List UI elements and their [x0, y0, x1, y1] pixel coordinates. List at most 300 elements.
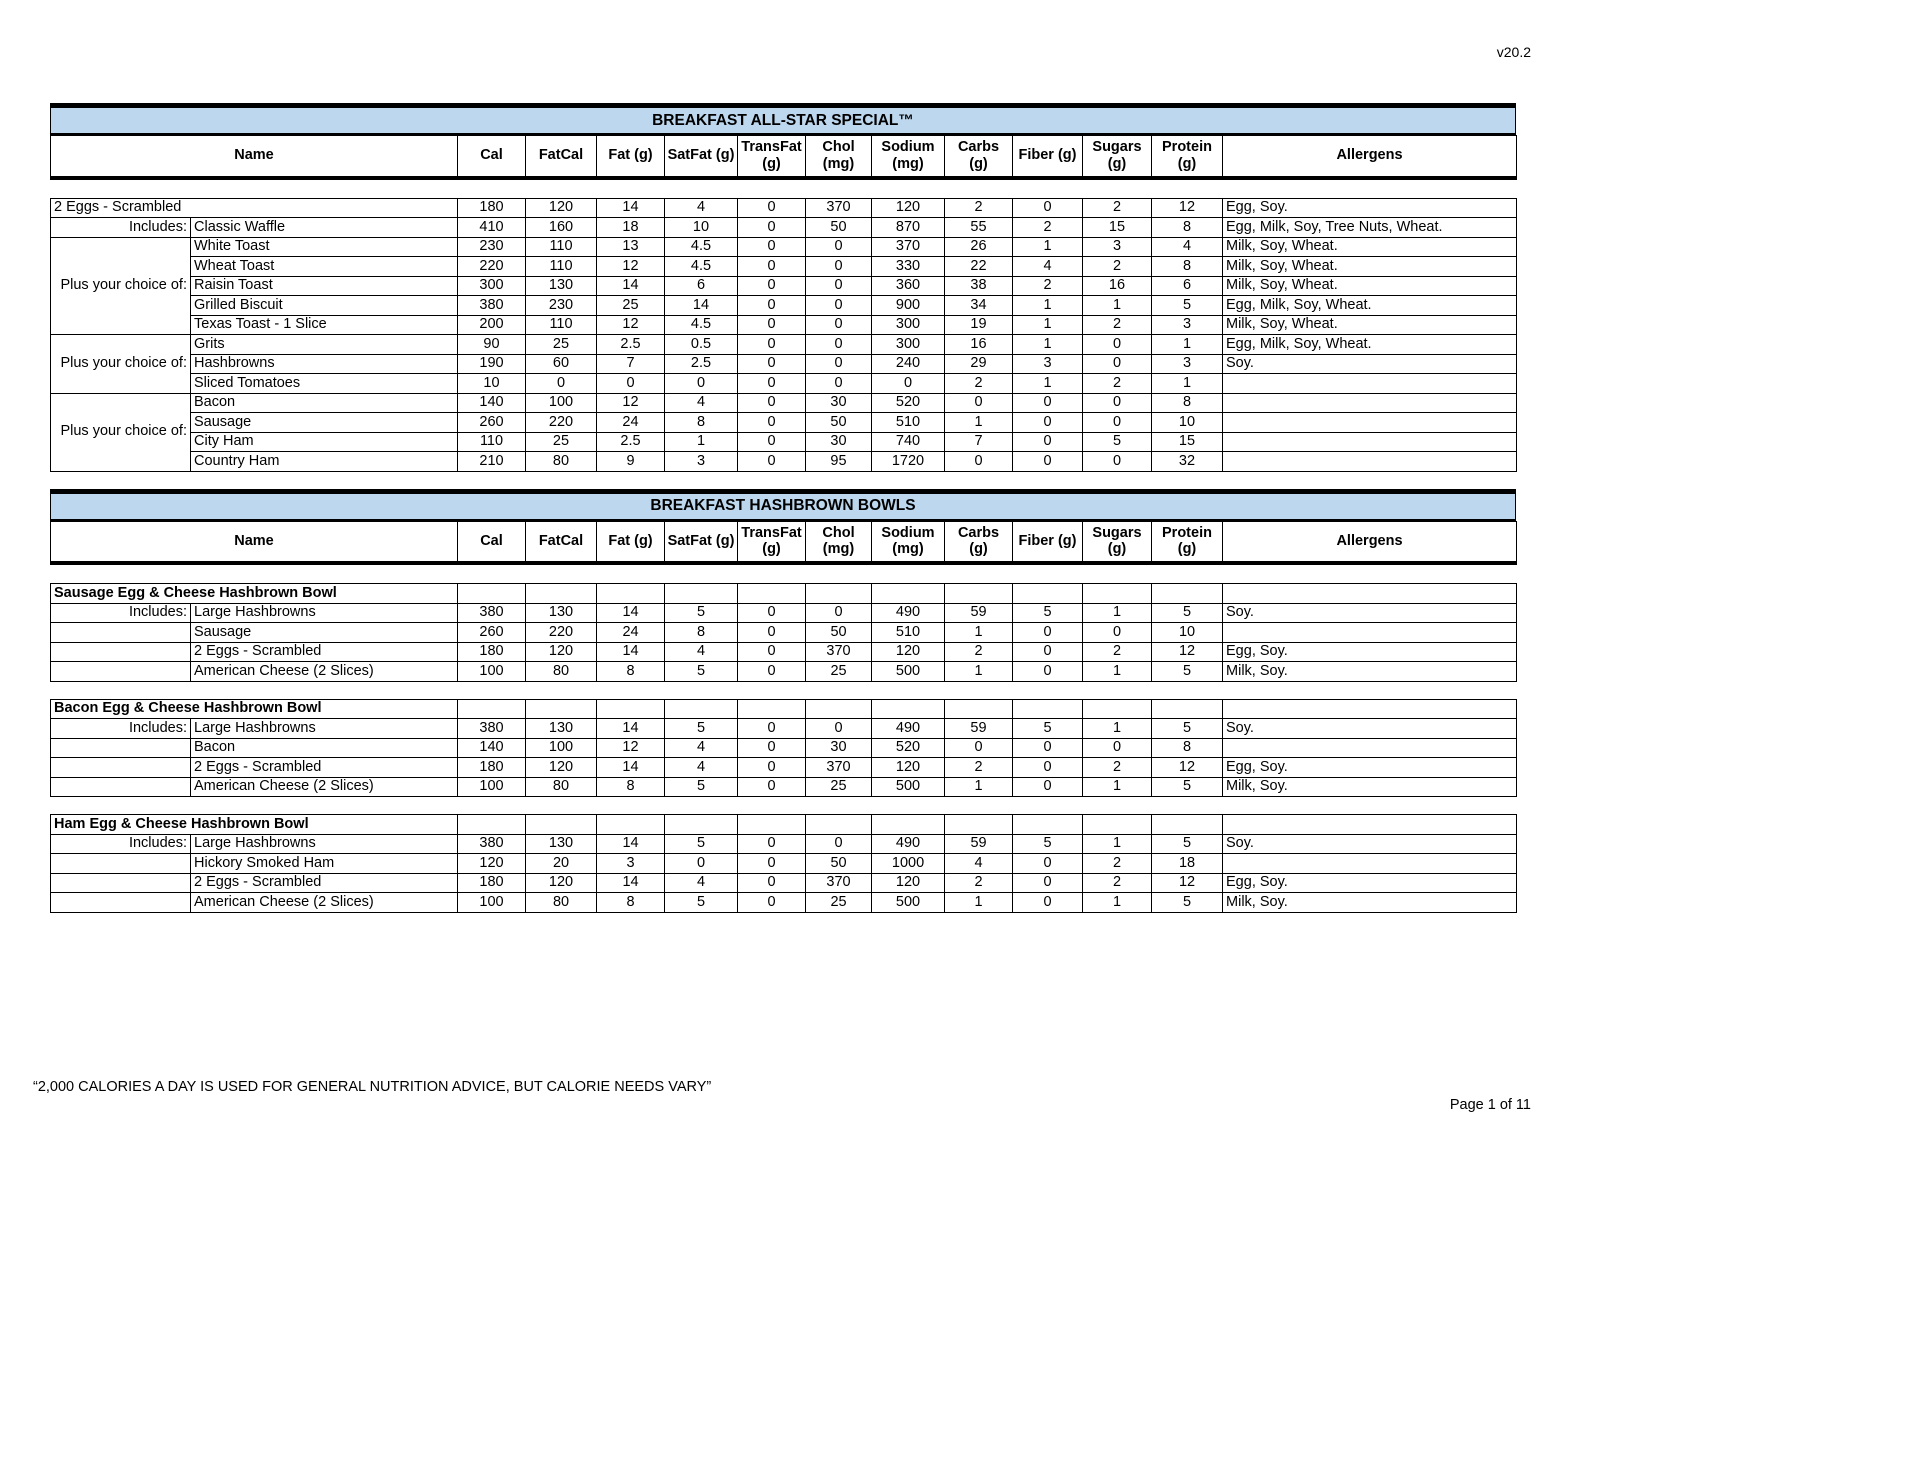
nutrition-value-cell: 80 [526, 893, 597, 913]
page-number: Page 1 of 11 [1449, 1097, 1531, 1113]
nutrition-value-cell: 130 [526, 834, 597, 854]
group-label-cell: Includes: [51, 218, 191, 238]
nutrition-value-cell: 1 [945, 893, 1013, 913]
column-header: TransFat (g) [738, 521, 806, 563]
nutrition-value-cell: 30 [806, 393, 872, 413]
column-header: Protein (g) [1152, 136, 1223, 178]
column-header: Cal [458, 521, 526, 563]
allergens-cell: Egg, Milk, Soy, Tree Nuts, Wheat. [1223, 218, 1517, 238]
bowl-title-row [51, 699, 1517, 719]
nutrition-value-cell: 0 [665, 374, 738, 394]
nutrition-value-cell: 8 [597, 893, 665, 913]
column-header: SatFat (g) [665, 136, 738, 178]
nutrition-value-cell: 29 [945, 354, 1013, 374]
nutrition-value-cell: 16 [945, 335, 1013, 355]
nutrition-value-cell: 22 [945, 257, 1013, 277]
nutrition-value-cell: 0 [1083, 335, 1152, 355]
empty-value-cell [945, 815, 1013, 835]
nutrition-value-cell: 3 [1152, 315, 1223, 335]
column-header: Allergens [1223, 136, 1517, 178]
bowl-item-row [51, 719, 1517, 739]
row-label-cell: Includes: [51, 719, 191, 739]
empty-allergens-cell [1223, 584, 1517, 604]
column-header-name: Name [51, 136, 458, 178]
row-label-cell: Includes: [51, 834, 191, 854]
allergens-cell: Soy. [1223, 354, 1517, 374]
allergens-cell [1223, 393, 1517, 413]
nutrition-value-cell: 16 [1083, 276, 1152, 296]
nutrition-value-cell: 370 [806, 642, 872, 662]
nutrition-value-cell: 900 [872, 296, 945, 316]
nutrition-value-cell: 500 [872, 777, 945, 797]
nutrition-value-cell: 0 [738, 432, 806, 452]
column-header: SatFat (g) [665, 521, 738, 563]
nutrition-value-cell: 3 [1013, 354, 1083, 374]
nutrition-value-cell: 100 [458, 893, 526, 913]
nutrition-value-cell: 190 [458, 354, 526, 374]
nutrition-value-cell: 2 [1083, 642, 1152, 662]
nutrition-value-cell: 110 [526, 257, 597, 277]
nutrition-value-cell: 5 [1152, 296, 1223, 316]
nutrition-value-cell: 6 [1152, 276, 1223, 296]
nutrition-value-cell: 0 [738, 354, 806, 374]
nutrition-value-cell: 220 [458, 257, 526, 277]
allergens-cell: Egg, Soy. [1223, 873, 1517, 893]
item-name-cell: American Cheese (2 Slices) [191, 893, 458, 913]
empty-value-cell [1152, 815, 1223, 835]
nutrition-value-cell: 95 [806, 452, 872, 472]
nutrition-value-cell: 10 [665, 218, 738, 238]
allergens-cell: Soy. [1223, 603, 1517, 623]
bowl-item-row [51, 854, 1517, 874]
nutrition-value-cell: 0 [806, 719, 872, 739]
row-label-cell [51, 777, 191, 797]
column-header: Fat (g) [597, 521, 665, 563]
nutrition-value-cell: 5 [1152, 777, 1223, 797]
column-header: Fiber (g) [1013, 521, 1083, 563]
empty-value-cell [1152, 699, 1223, 719]
nutrition-value-cell: 12 [597, 257, 665, 277]
column-header: Allergens [1223, 521, 1517, 563]
nutrition-value-cell: 330 [872, 257, 945, 277]
bowl-table-bacon [50, 699, 1517, 798]
empty-value-cell [458, 584, 526, 604]
nutrition-value-cell: 32 [1152, 452, 1223, 472]
column-header: Carbs (g) [945, 136, 1013, 178]
nutrition-value-cell: 4 [1152, 237, 1223, 257]
nutrition-value-cell: 0 [738, 276, 806, 296]
nutrition-value-cell: 5 [1152, 603, 1223, 623]
nutrition-value-cell: 490 [872, 834, 945, 854]
nutrition-value-cell: 100 [526, 393, 597, 413]
nutrition-value-cell: 25 [526, 335, 597, 355]
item-name-cell: Sausage [191, 623, 458, 643]
item-name-cell: Texas Toast - 1 Slice [191, 315, 458, 335]
bowl-item-row [51, 834, 1517, 854]
empty-value-cell [526, 584, 597, 604]
allstar-header-block [50, 103, 1516, 180]
nutrition-value-cell: 120 [526, 873, 597, 893]
bowl-title-cell: Sausage Egg & Cheese Hashbrown Bowl [51, 584, 458, 604]
empty-value-cell [806, 584, 872, 604]
row-label-cell: Includes: [51, 603, 191, 623]
nutrition-value-cell: 380 [458, 603, 526, 623]
item-name-cell: Wheat Toast [191, 257, 458, 277]
empty-allergens-cell [1223, 699, 1517, 719]
document-content [50, 103, 1516, 930]
nutrition-value-cell: 0 [945, 452, 1013, 472]
nutrition-value-cell: 1 [665, 432, 738, 452]
nutrition-value-cell: 220 [526, 623, 597, 643]
nutrition-value-cell: 14 [597, 642, 665, 662]
nutrition-value-cell: 15 [1152, 432, 1223, 452]
nutrition-value-cell: 0 [738, 777, 806, 797]
nutrition-value-cell: 2 [945, 198, 1013, 218]
column-header: Fat (g) [597, 136, 665, 178]
item-name-cell: Country Ham [191, 452, 458, 472]
nutrition-value-cell: 5 [1083, 432, 1152, 452]
nutrition-value-cell: 510 [872, 413, 945, 433]
nutrition-value-cell: 14 [597, 603, 665, 623]
nutrition-value-cell: 3 [597, 854, 665, 874]
nutrition-value-cell: 14 [597, 719, 665, 739]
nutrition-value-cell: 0 [1013, 738, 1083, 758]
nutrition-value-cell: 0 [738, 198, 806, 218]
nutrition-value-cell: 0 [806, 335, 872, 355]
nutrition-value-cell: 410 [458, 218, 526, 238]
group-label-cell: Plus your choice of: [51, 393, 191, 471]
nutrition-value-cell: 870 [872, 218, 945, 238]
menu-item-row [51, 354, 1517, 374]
bowl-title-cell: Ham Egg & Cheese Hashbrown Bowl [51, 815, 458, 835]
nutrition-value-cell: 0 [806, 374, 872, 394]
column-header: TransFat (g) [738, 136, 806, 178]
nutrition-value-cell: 1 [1083, 893, 1152, 913]
nutrition-value-cell: 12 [1152, 873, 1223, 893]
empty-value-cell [738, 699, 806, 719]
nutrition-value-cell: 210 [458, 452, 526, 472]
nutrition-value-cell: 180 [458, 758, 526, 778]
nutrition-value-cell: 4 [665, 642, 738, 662]
nutrition-value-cell: 80 [526, 777, 597, 797]
item-name-cell: Large Hashbrowns [191, 834, 458, 854]
nutrition-value-cell: 120 [872, 642, 945, 662]
nutrition-value-cell: 110 [526, 237, 597, 257]
row-label-cell [51, 854, 191, 874]
nutrition-value-cell: 14 [597, 834, 665, 854]
nutrition-value-cell: 5 [665, 893, 738, 913]
nutrition-value-cell: 5 [665, 777, 738, 797]
nutrition-value-cell: 120 [526, 758, 597, 778]
nutrition-value-cell: 38 [945, 276, 1013, 296]
bowls-column-header-table [50, 521, 1517, 566]
nutrition-value-cell: 3 [1152, 354, 1223, 374]
bowl-title-row [51, 815, 1517, 835]
item-name-cell: 2 Eggs - Scrambled [51, 198, 458, 218]
nutrition-value-cell: 110 [526, 315, 597, 335]
nutrition-value-cell: 380 [458, 834, 526, 854]
nutrition-value-cell: 18 [597, 218, 665, 238]
nutrition-value-cell: 8 [665, 623, 738, 643]
nutrition-value-cell: 0 [738, 603, 806, 623]
allergens-cell [1223, 374, 1517, 394]
nutrition-value-cell: 0 [738, 218, 806, 238]
empty-value-cell [458, 815, 526, 835]
nutrition-value-cell: 260 [458, 413, 526, 433]
nutrition-value-cell: 0 [806, 237, 872, 257]
nutrition-value-cell: 1 [1152, 335, 1223, 355]
nutrition-value-cell: 5 [1152, 893, 1223, 913]
nutrition-value-cell: 8 [597, 777, 665, 797]
bowl-item-row [51, 758, 1517, 778]
nutrition-value-cell: 180 [458, 873, 526, 893]
nutrition-value-cell: 59 [945, 603, 1013, 623]
nutrition-value-cell: 220 [526, 413, 597, 433]
nutrition-value-cell: 2 [1083, 315, 1152, 335]
bowl-table-sausage [50, 583, 1517, 682]
nutrition-value-cell: 0 [1083, 393, 1152, 413]
empty-value-cell [1013, 584, 1083, 604]
bowls-header-block [50, 489, 1516, 566]
column-header: FatCal [526, 136, 597, 178]
nutrition-value-cell: 260 [458, 623, 526, 643]
nutrition-value-cell: 1 [1013, 237, 1083, 257]
nutrition-value-cell: 9 [597, 452, 665, 472]
item-name-cell: Large Hashbrowns [191, 719, 458, 739]
allergens-cell [1223, 854, 1517, 874]
nutrition-value-cell: 2 [1083, 257, 1152, 277]
nutrition-value-cell: 4 [1013, 257, 1083, 277]
allstar-section-title: BREAKFAST ALL-STAR SPECIAL™ [50, 103, 1516, 135]
nutrition-value-cell: 0 [1013, 893, 1083, 913]
section-breakfast-all-star [50, 103, 1516, 472]
menu-item-row [51, 374, 1517, 394]
item-name-cell: Bacon [191, 738, 458, 758]
allergens-cell: Milk, Soy, Wheat. [1223, 276, 1517, 296]
nutrition-value-cell: 1 [1013, 374, 1083, 394]
allergens-cell: Milk, Soy. [1223, 662, 1517, 682]
nutrition-value-cell: 1720 [872, 452, 945, 472]
allergens-cell: Soy. [1223, 719, 1517, 739]
nutrition-value-cell: 230 [526, 296, 597, 316]
column-header: Chol (mg) [806, 521, 872, 563]
nutrition-value-cell: 12 [597, 738, 665, 758]
empty-value-cell [665, 699, 738, 719]
nutrition-value-cell: 5 [1013, 834, 1083, 854]
nutrition-value-cell: 7 [945, 432, 1013, 452]
nutrition-value-cell: 0.5 [665, 335, 738, 355]
nutrition-value-cell: 25 [806, 777, 872, 797]
allergens-cell: Milk, Soy, Wheat. [1223, 257, 1517, 277]
nutrition-value-cell: 0 [1013, 393, 1083, 413]
menu-item-row [51, 257, 1517, 277]
nutrition-value-cell: 59 [945, 719, 1013, 739]
empty-value-cell [1152, 584, 1223, 604]
nutrition-value-cell: 0 [806, 257, 872, 277]
bowl-item-row [51, 777, 1517, 797]
menu-item-row [51, 218, 1517, 238]
nutrition-value-cell: 180 [458, 198, 526, 218]
allergens-cell [1223, 738, 1517, 758]
nutrition-value-cell: 0 [1083, 354, 1152, 374]
column-header: Sugars (g) [1083, 136, 1152, 178]
nutrition-value-cell: 1 [945, 413, 1013, 433]
empty-value-cell [1083, 699, 1152, 719]
nutrition-value-cell: 500 [872, 662, 945, 682]
bowl-item-row [51, 603, 1517, 623]
empty-value-cell [1083, 815, 1152, 835]
nutrition-value-cell: 10 [458, 374, 526, 394]
item-name-cell: American Cheese (2 Slices) [191, 662, 458, 682]
nutrition-value-cell: 2 [1083, 374, 1152, 394]
bowls-section-title: BREAKFAST HASHBROWN BOWLS [50, 489, 1516, 521]
nutrition-value-cell: 200 [458, 315, 526, 335]
nutrition-value-cell: 4 [665, 198, 738, 218]
nutrition-value-cell: 4 [665, 758, 738, 778]
allergens-cell: Egg, Soy. [1223, 642, 1517, 662]
nutrition-value-cell: 12 [1152, 758, 1223, 778]
nutrition-value-cell: 20 [526, 854, 597, 874]
empty-value-cell [1083, 584, 1152, 604]
nutrition-value-cell: 12 [1152, 198, 1223, 218]
nutrition-value-cell: 120 [458, 854, 526, 874]
nutrition-value-cell: 500 [872, 893, 945, 913]
item-name-cell: Sausage [191, 413, 458, 433]
nutrition-value-cell: 13 [597, 237, 665, 257]
nutrition-value-cell: 120 [526, 198, 597, 218]
column-header: Sugars (g) [1083, 521, 1152, 563]
nutrition-value-cell: 0 [1013, 854, 1083, 874]
nutrition-value-cell: 25 [597, 296, 665, 316]
group-label-cell: Plus your choice of: [51, 335, 191, 394]
nutrition-value-cell: 5 [665, 662, 738, 682]
nutrition-value-cell: 490 [872, 603, 945, 623]
nutrition-value-cell: 300 [872, 315, 945, 335]
empty-value-cell [806, 699, 872, 719]
allergens-cell: Milk, Soy. [1223, 893, 1517, 913]
allergens-cell [1223, 413, 1517, 433]
empty-value-cell [597, 815, 665, 835]
nutrition-value-cell: 2 [1083, 854, 1152, 874]
group-label-cell: Plus your choice of: [51, 237, 191, 335]
nutrition-value-cell: 1 [1083, 777, 1152, 797]
empty-value-cell [945, 699, 1013, 719]
nutrition-value-cell: 380 [458, 719, 526, 739]
section-hashbrown-bowls [50, 489, 1516, 913]
nutrition-value-cell: 4 [945, 854, 1013, 874]
nutrition-value-cell: 80 [526, 662, 597, 682]
nutrition-value-cell: 0 [738, 642, 806, 662]
nutrition-value-cell: 4 [665, 873, 738, 893]
nutrition-value-cell: 10 [1152, 413, 1223, 433]
bowl-title-row [51, 584, 1517, 604]
nutrition-value-cell: 520 [872, 738, 945, 758]
nutrition-value-cell: 24 [597, 623, 665, 643]
allergens-cell: Milk, Soy. [1223, 777, 1517, 797]
nutrition-value-cell: 50 [806, 218, 872, 238]
nutrition-value-cell: 0 [738, 315, 806, 335]
nutrition-value-cell: 8 [1152, 738, 1223, 758]
allergens-cell: Egg, Milk, Soy, Wheat. [1223, 335, 1517, 355]
nutrition-value-cell: 230 [458, 237, 526, 257]
nutrition-value-cell: 4.5 [665, 257, 738, 277]
nutrition-value-cell: 2.5 [665, 354, 738, 374]
nutrition-value-cell: 1 [1152, 374, 1223, 394]
nutrition-value-cell: 0 [738, 374, 806, 394]
nutrition-value-cell: 0 [738, 452, 806, 472]
nutrition-value-cell: 3 [665, 452, 738, 472]
nutrition-value-cell: 6 [665, 276, 738, 296]
item-name-cell: 2 Eggs - Scrambled [191, 642, 458, 662]
nutrition-value-cell: 8 [665, 413, 738, 433]
nutrition-value-cell: 0 [1083, 623, 1152, 643]
allergens-cell [1223, 452, 1517, 472]
nutrition-value-cell: 1 [945, 777, 1013, 797]
nutrition-value-cell: 0 [738, 719, 806, 739]
row-label-cell [51, 873, 191, 893]
nutrition-value-cell: 0 [872, 374, 945, 394]
item-name-cell: Large Hashbrowns [191, 603, 458, 623]
bowl-title-cell: Bacon Egg & Cheese Hashbrown Bowl [51, 699, 458, 719]
empty-value-cell [945, 584, 1013, 604]
nutrition-value-cell: 59 [945, 834, 1013, 854]
empty-value-cell [872, 699, 945, 719]
nutrition-value-cell: 5 [665, 719, 738, 739]
row-label-cell [51, 662, 191, 682]
empty-value-cell [806, 815, 872, 835]
nutrition-value-cell: 24 [597, 413, 665, 433]
nutrition-value-cell: 0 [1083, 413, 1152, 433]
nutrition-value-cell: 370 [806, 198, 872, 218]
empty-value-cell [526, 815, 597, 835]
item-name-cell: Hashbrowns [191, 354, 458, 374]
version-label: v20.2 [1496, 44, 1531, 60]
menu-item-row [51, 198, 1517, 218]
nutrition-value-cell: 12 [597, 315, 665, 335]
nutrition-value-cell: 120 [526, 642, 597, 662]
nutrition-value-cell: 740 [872, 432, 945, 452]
nutrition-value-cell: 140 [458, 738, 526, 758]
nutrition-value-cell: 12 [1152, 642, 1223, 662]
item-name-cell: Classic Waffle [191, 218, 458, 238]
nutrition-value-cell: 5 [1013, 719, 1083, 739]
nutrition-value-cell: 120 [872, 198, 945, 218]
empty-value-cell [597, 584, 665, 604]
nutrition-value-cell: 5 [1152, 834, 1223, 854]
column-header-row [51, 136, 1517, 178]
nutrition-value-cell: 5 [1152, 719, 1223, 739]
nutrition-value-cell: 4.5 [665, 315, 738, 335]
nutrition-value-cell: 0 [1013, 758, 1083, 778]
nutrition-value-cell: 0 [1013, 662, 1083, 682]
nutrition-value-cell: 50 [806, 623, 872, 643]
empty-value-cell [1013, 699, 1083, 719]
nutrition-value-cell: 15 [1083, 218, 1152, 238]
nutrition-value-cell: 0 [738, 758, 806, 778]
nutrition-value-cell: 0 [665, 854, 738, 874]
nutrition-value-cell: 0 [597, 374, 665, 394]
nutrition-value-cell: 25 [806, 662, 872, 682]
nutrition-value-cell: 0 [1083, 738, 1152, 758]
row-label-cell [51, 758, 191, 778]
bowl-item-row [51, 642, 1517, 662]
nutrition-value-cell: 0 [738, 873, 806, 893]
nutrition-value-cell: 55 [945, 218, 1013, 238]
nutrition-value-cell: 1 [1083, 603, 1152, 623]
nutrition-value-cell: 0 [738, 237, 806, 257]
allergens-cell [1223, 432, 1517, 452]
column-header: Carbs (g) [945, 521, 1013, 563]
